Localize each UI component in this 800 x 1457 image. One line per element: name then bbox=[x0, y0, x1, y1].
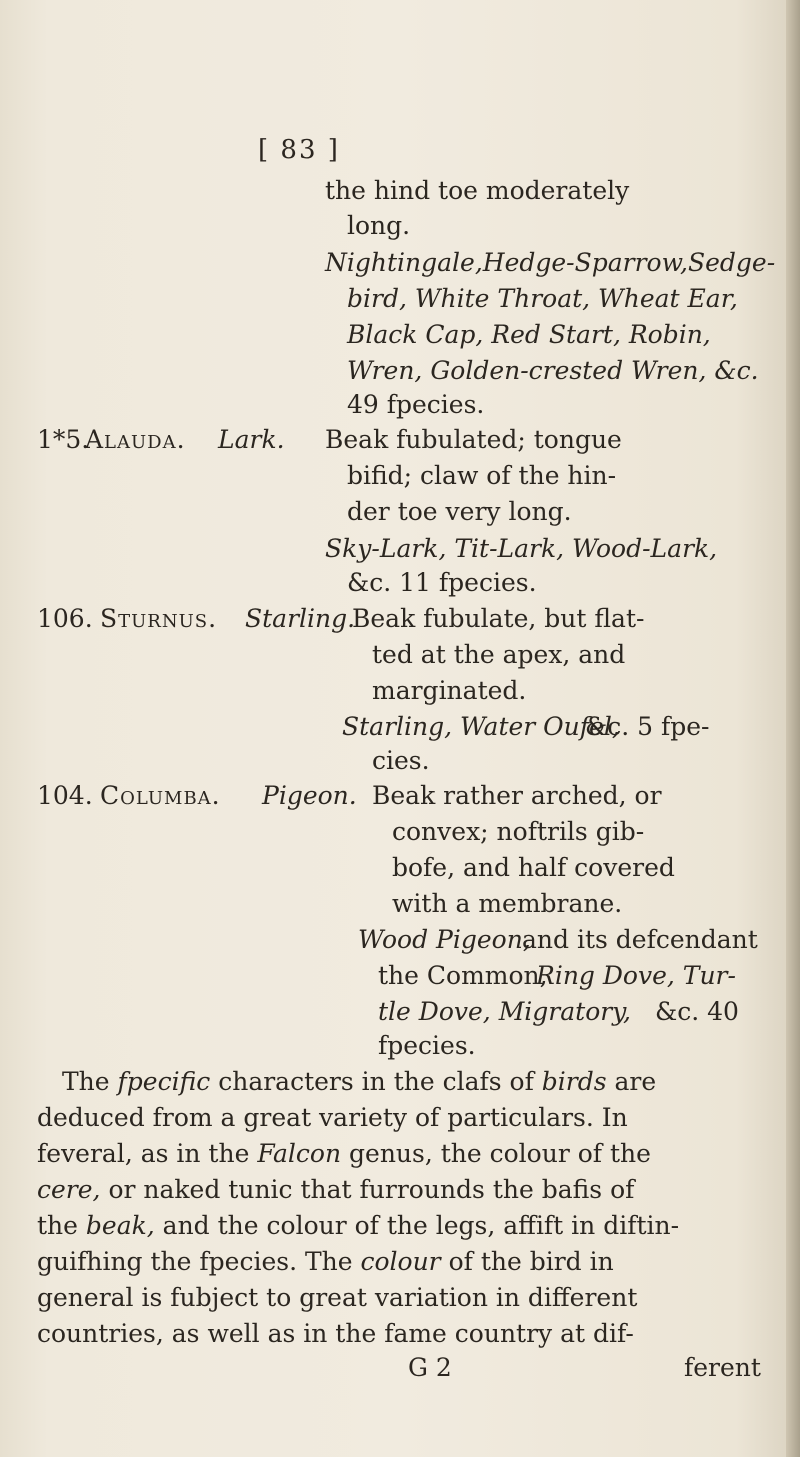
genus-common-name: Pigeon. bbox=[262, 781, 357, 810]
species-line: Nightingale,Hedge-Sparrow,Sedge- bbox=[325, 248, 776, 277]
genus-description: convex; noftrils gib- bbox=[392, 817, 645, 846]
paragraph-line: feveral, as in the Falcon genus, the colour of the bbox=[37, 1139, 651, 1168]
genus-common-name: Lark. bbox=[218, 425, 285, 454]
paragraph-line: general is fubject to great variation in different bbox=[37, 1283, 638, 1312]
genus-description: Beak fubulated; tongue bbox=[325, 425, 622, 454]
species-count: fpecies. bbox=[378, 1031, 476, 1060]
species-line: Black Cap, Red Start, Robin, bbox=[347, 320, 711, 349]
species-line: Ring Dove, Tur- bbox=[536, 961, 736, 990]
genus-description: der toe very long. bbox=[347, 497, 572, 526]
species-line: and its defcendant bbox=[522, 925, 758, 954]
paragraph-line: guifhing the fpecies. The colour of the bird in bbox=[37, 1247, 614, 1276]
species-line: Starling, Water Oufel, bbox=[342, 712, 620, 741]
signature-mark: G 2 bbox=[408, 1353, 452, 1382]
paragraph-line: The fpecific characters in the clafs of birds are bbox=[62, 1067, 657, 1096]
genus-description: Beak rather arched, or bbox=[372, 781, 662, 810]
paragraph-line: deduced from a great variety of particulars. In bbox=[37, 1103, 628, 1132]
genus-name: Alauda. bbox=[85, 425, 186, 454]
species-line: Sky-Lark, Tit-Lark, Wood-Lark, bbox=[325, 534, 718, 563]
running-head: [ 83 ] bbox=[258, 135, 340, 165]
species-line: bird, White Throat, Wheat Ear, bbox=[347, 284, 738, 313]
paragraph-line: cere, or naked tunic that furrounds the bafis of bbox=[37, 1175, 635, 1204]
species-count: &c. 11 fpecies. bbox=[347, 568, 537, 597]
genus-description: with a membrane. bbox=[392, 889, 623, 918]
genus-description: Beak fubulate, but flat- bbox=[352, 604, 645, 633]
species-line: the Common, bbox=[378, 961, 548, 990]
genus-number: 104. bbox=[37, 781, 93, 810]
paragraph-line: the beak, and the colour of the legs, affift in diftin- bbox=[37, 1211, 680, 1240]
genus-number: 106. bbox=[37, 604, 93, 633]
species-count: cies. bbox=[372, 746, 430, 775]
genus-description: bofe, and half covered bbox=[392, 853, 675, 882]
species-count: &c. 5 fpe- bbox=[585, 712, 710, 741]
page-edge bbox=[786, 0, 800, 1457]
genus-description: ted at the apex, and bbox=[372, 640, 626, 669]
genus-name: Sturnus. bbox=[100, 604, 218, 633]
text-line: long. bbox=[347, 211, 411, 240]
species-line: tle Dove, Migratory, bbox=[378, 997, 631, 1026]
species-count: &c. 40 bbox=[655, 997, 739, 1026]
genus-description: bifid; claw of the hin- bbox=[347, 461, 617, 490]
genus-name: Columba. bbox=[100, 781, 221, 810]
genus-number: 1*5. bbox=[37, 425, 90, 454]
species-line: Wood Pigeon, bbox=[358, 925, 531, 954]
genus-description: marginated. bbox=[372, 676, 527, 705]
species-count: 49 fpecies. bbox=[347, 390, 485, 419]
catchword: ferent bbox=[684, 1353, 761, 1382]
text-line: the hind toe moderately bbox=[325, 176, 630, 205]
species-line: Wren, Golden-crested Wren, &c. bbox=[347, 356, 759, 385]
genus-common-name: Starling. bbox=[245, 604, 356, 633]
paragraph-line: countries, as well as in the fame country at dif- bbox=[37, 1319, 634, 1348]
